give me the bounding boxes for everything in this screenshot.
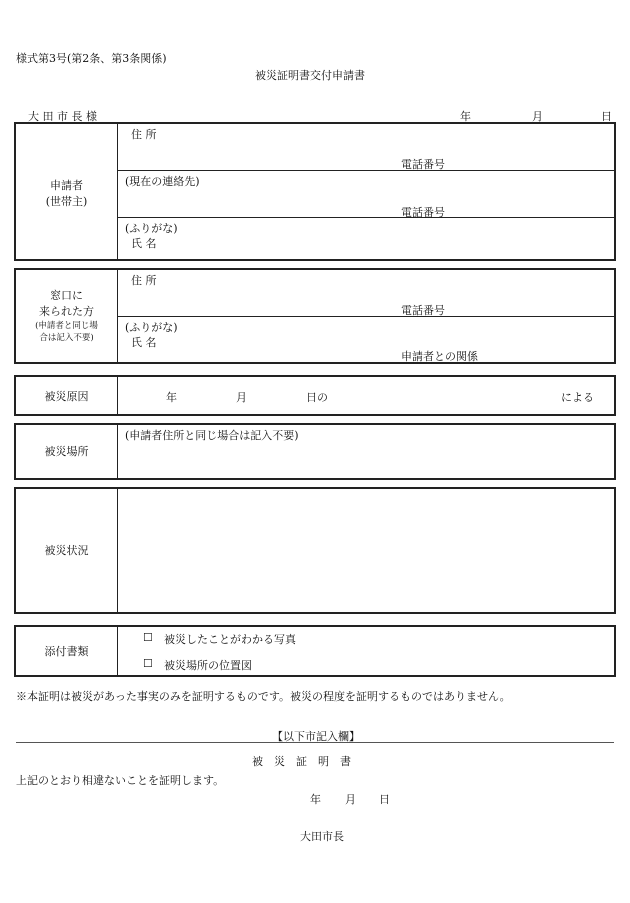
date-day-label: 日 xyxy=(601,110,612,123)
visitor-phone-label: 電話番号 xyxy=(401,304,445,317)
location-label: 被災場所 xyxy=(44,445,89,458)
attachment-checkbox-2[interactable]: ☐ xyxy=(143,657,153,670)
signatory: 大田市長 xyxy=(300,830,344,843)
certificate-title: 被 災 証 明 書 xyxy=(252,755,351,768)
cause-year: 年 xyxy=(166,391,177,404)
cause-due-to: による xyxy=(561,391,594,404)
applicant-phone-label: 電話番号 xyxy=(401,158,445,171)
applicant-label: 申請者 (世帯主) xyxy=(45,179,88,208)
attachment-checkbox-1[interactable]: ☐ xyxy=(143,631,153,644)
cause-day-of: 日の xyxy=(306,391,328,404)
visitor-address-label: 住 所 xyxy=(131,274,157,287)
certificate-day: 日 xyxy=(379,793,390,806)
attachments-label: 添付書類 xyxy=(44,645,89,658)
cause-label: 被災原因 xyxy=(44,390,89,403)
visitor-section xyxy=(14,268,616,364)
certificate-year: 年 xyxy=(310,793,321,806)
attachment-item-map: 被災場所の位置図 xyxy=(164,659,252,672)
attachments-section xyxy=(14,625,616,677)
visitor-furigana-label: (ふりがな) xyxy=(125,321,178,334)
visitor-name-label: 氏 名 xyxy=(131,336,157,349)
city-section-heading: 【以下市記入欄】 xyxy=(272,730,360,743)
addressee: 大 田 市 長 様 xyxy=(28,110,97,123)
cause-month: 月 xyxy=(236,391,247,404)
date-month-label: 月 xyxy=(532,110,543,123)
applicant-section xyxy=(14,122,616,261)
city-section-divider xyxy=(16,742,614,743)
date-year-label: 年 xyxy=(460,110,471,123)
situation-label: 被災状況 xyxy=(44,544,89,557)
form-number: 様式第3号(第2条、第3条関係) xyxy=(16,52,167,65)
form-title: 被災証明書交付申請書 xyxy=(255,69,365,82)
applicant-furigana-label: (ふりがな) xyxy=(125,222,178,235)
applicant-address-label: 住 所 xyxy=(131,128,157,141)
location-section xyxy=(14,423,616,480)
applicant-contact-label: (現在の連絡先) xyxy=(125,175,200,188)
situation-section xyxy=(14,487,616,614)
certificate-text: 上記のとおり相違ないことを証明します。 xyxy=(16,774,225,787)
footnote: ※本証明は被災があった事実のみを証明するものです。被災の程度を証明するものではありません。 xyxy=(16,690,511,703)
applicant-contact-phone-label: 電話番号 xyxy=(401,206,445,219)
applicant-name-label: 氏 名 xyxy=(131,237,157,250)
certificate-month: 月 xyxy=(345,793,356,806)
cause-section xyxy=(14,375,616,416)
visitor-relation-label: 申請者との関係 xyxy=(401,350,478,363)
attachment-item-photo: 被災したことがわかる写真 xyxy=(164,633,296,646)
location-note: (申請者住所と同じ場合は記入不要) xyxy=(125,429,299,442)
visitor-label: 窓口に 来られた方 (申請者と同じ場 合は記入不要) xyxy=(35,289,98,343)
